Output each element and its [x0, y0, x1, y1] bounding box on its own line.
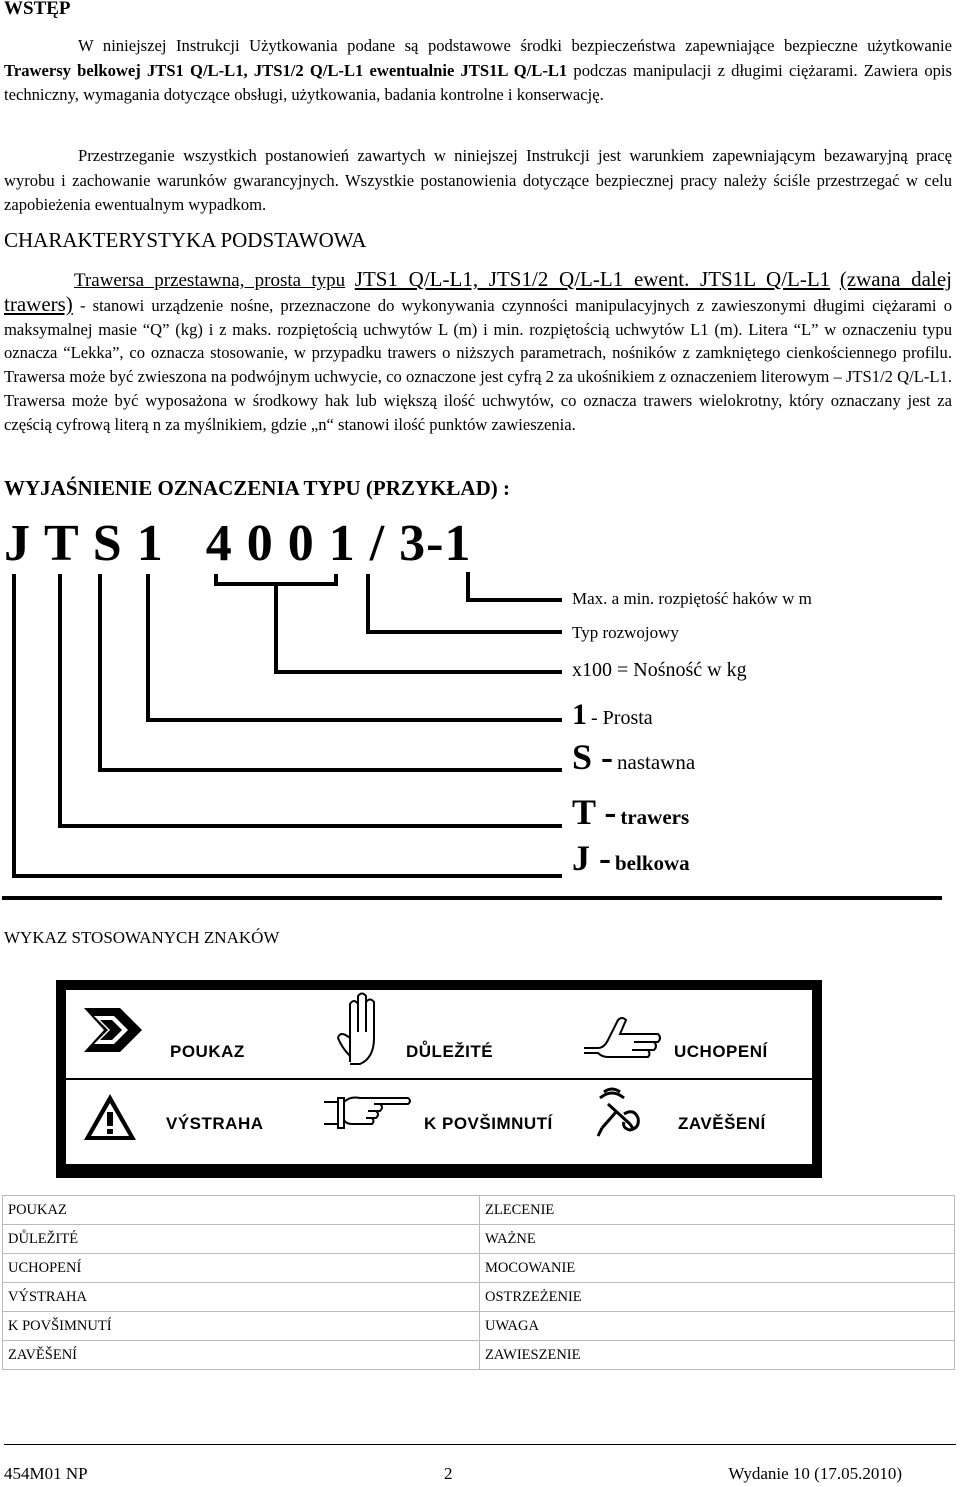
section-heading-type: WYJAŚNIENIE OZNACZENIA TYPU (PRZYKŁAD) :	[4, 476, 510, 500]
connector-span	[468, 572, 562, 600]
table-row	[3, 1254, 955, 1283]
connector-beam	[14, 574, 562, 876]
type-code-example: J T S 1 4 0 0 1 / 3-1	[4, 515, 472, 572]
sign-label-poukaz: POUKAZ	[170, 1042, 245, 1061]
warning-triangle-icon	[82, 1092, 138, 1142]
legend-adjustable-symbol: S -	[572, 737, 614, 777]
sign-translation-table	[2, 1195, 955, 1370]
char-alias: (zwana dalej trawers)	[4, 267, 952, 316]
signs-row-divider	[66, 1078, 812, 1080]
legend-capacity: x100 = Nośność w kg	[572, 659, 747, 681]
connector-capacity	[276, 584, 562, 672]
intro-product-names: Trawersy belkowej JTS1 Q/L-L1, JTS1/2 Q/L-L1 ewentualnie JTS1L Q/L-L1	[4, 60, 568, 80]
type-code-diagram	[0, 560, 960, 910]
section-heading-signs: WYKAZ STOSOWANYCH ZNAKÓW	[4, 928, 280, 947]
footer-doc-code: 454M01 NP	[4, 1464, 88, 1483]
sign-label-k-povsimnuti: K POVŠIMNUTÍ	[424, 1114, 553, 1133]
connector-straight	[148, 574, 562, 720]
legend-traverse-symbol: T -	[572, 792, 617, 832]
connector-traverse	[60, 574, 562, 826]
sign-label-uchopeni: UCHOPENÍ	[674, 1042, 768, 1061]
signs-panel-inner	[66, 990, 812, 1164]
legend-beam-text: belkowa	[615, 851, 690, 875]
table-row	[3, 1312, 955, 1341]
legend-development-type: Typ rozwojowy	[572, 623, 679, 642]
legend-span: Max. a min. rozpiętość haków w m	[572, 589, 812, 608]
sign-cell-vystraha	[66, 1084, 312, 1162]
sign-label-vystraha: VÝSTRAHA	[166, 1114, 264, 1133]
table-cell-cz: ZAVĚŠENÍ	[3, 1341, 480, 1370]
raised-hand-icon	[332, 992, 382, 1068]
section-heading-characteristics: CHARAKTERYSTYKA PODSTAWOWA	[4, 228, 367, 252]
footer-rule	[4, 1444, 956, 1445]
legend-straight-text: - Prosta	[591, 707, 653, 729]
intro-paragraph-2: Przestrzeganie wszystkich postanowień zawartych w niniejszej Instrukcji jest warunkiem zapewniającym bezawaryjną pracę wyrobu i zachowanie warunków gwarancyjnych. Wszystkie postanowienia dotyczące bezpiecznej pracy należy ściśle przestrzegać w celu zapobieżenia ewentualnym wypadkom.	[4, 146, 952, 215]
intro-text-c: podczas manipulacji z długimi ciężarami. Zawiera opis techniczny, wymagania dotyczące obsługi, użytkowania, badania kontrolne i konserwację.	[4, 60, 952, 105]
grab-hand-icon	[582, 1008, 666, 1064]
footer-edition: Wydanie 10 (17.05.2010)	[728, 1464, 902, 1483]
section-heading-intro: WSTĘP	[4, 0, 71, 19]
legend-beam	[572, 837, 690, 879]
sign-cell-dulezite	[322, 990, 568, 1068]
table-row	[3, 1283, 955, 1312]
sign-cell-poukaz	[66, 990, 312, 1068]
characteristics-paragraph	[4, 268, 952, 437]
char-description: - stanowi urządzenie nośne, przeznaczone do wykonywania czynności manipulacyjnych z zawieszonymi długimi ciężarami o maksymalnej masie “Q” (kg) i z maks. rozpiętością uchwytów L (m) i min. rozpiętością uchwytów L1 (m). Litera “L” w oznaczeniu typu oznacza “Lekka”, co oznacza stosowanie, w przypadku trawers o niższych parametrach, nośników z zamkniętego cienkościennego profilu. Trawersa może być zwieszona na podwójnym uchwycie, co oznaczone jest cyfrą 2 za ukośnikiem z oznaczeniem literowym – JTS1/2 Q/L-L1. Trawersa może być wyposażona w środkowy hak lub większą ilość uchwytów, co oznacza trawers wielokrotny, który oznaczany jest za częścią cyfrową literą n za myślnikiem, gdzie „n“ stanowi ilość punktów zawieszenia.	[4, 295, 952, 434]
legend-traverse	[572, 791, 689, 833]
table-cell-cz: POUKAZ	[3, 1196, 480, 1225]
char-type-intro: Trawersa przestawna, prosta typu	[74, 270, 346, 291]
hanging-hook-icon	[594, 1084, 648, 1150]
arrow-icon	[80, 1002, 150, 1058]
table-cell-pl: WAŻNE	[480, 1225, 955, 1254]
table-cell-cz: DŮLEŽITÉ	[3, 1225, 480, 1254]
legend-straight	[572, 698, 653, 732]
table-row	[3, 1196, 955, 1225]
table-cell-cz: VÝSTRAHA	[3, 1283, 480, 1312]
intro-text-a: W niniejszej Instrukcji Użytkowania podane są podstawowe środki bezpieczeństwa zapewniające bezpieczne użytkowanie	[78, 36, 952, 55]
sign-cell-uchopeni	[576, 990, 822, 1068]
table-cell-cz: UCHOPENÍ	[3, 1254, 480, 1283]
table-cell-cz: K POVŠIMNUTÍ	[3, 1312, 480, 1341]
sign-cell-zaveseni	[576, 1084, 822, 1162]
table-row	[3, 1225, 955, 1254]
intro-paragraph-1	[4, 34, 952, 108]
sign-cell-k-povsimnuti	[322, 1084, 568, 1162]
type-code-connector-lines	[14, 572, 562, 876]
legend-traverse-text: trawers	[620, 805, 690, 829]
connector-dev-type	[368, 574, 562, 632]
footer-page-number: 2	[444, 1464, 453, 1483]
legend-adjustable-text: nastawna	[617, 750, 696, 774]
table-cell-pl: ZLECENIE	[480, 1196, 955, 1225]
legend-beam-symbol: J -	[572, 838, 611, 878]
legend-straight-symbol: 1	[572, 698, 587, 731]
signs-panel	[56, 980, 822, 1178]
table-cell-pl: MOCOWANIE	[480, 1254, 955, 1283]
char-type-codes: JTS1 Q/L-L1, JTS1/2 Q/L-L1 ewent. JTS1L Q/L-L1	[354, 267, 831, 291]
table-cell-pl: OSTRZEŻENIE	[480, 1283, 955, 1312]
legend-adjustable	[572, 736, 695, 778]
table-cell-pl: UWAGA	[480, 1312, 955, 1341]
connector-capacity-bracket	[216, 574, 336, 584]
sign-label-zaveseni: ZAVĚŠENÍ	[678, 1114, 766, 1133]
sign-label-dulezite: DŮLEŽITÉ	[406, 1042, 494, 1061]
table-row	[3, 1341, 955, 1370]
pointing-hand-icon	[322, 1092, 414, 1136]
table-cell-pl: ZAWIESZENIE	[480, 1341, 955, 1370]
